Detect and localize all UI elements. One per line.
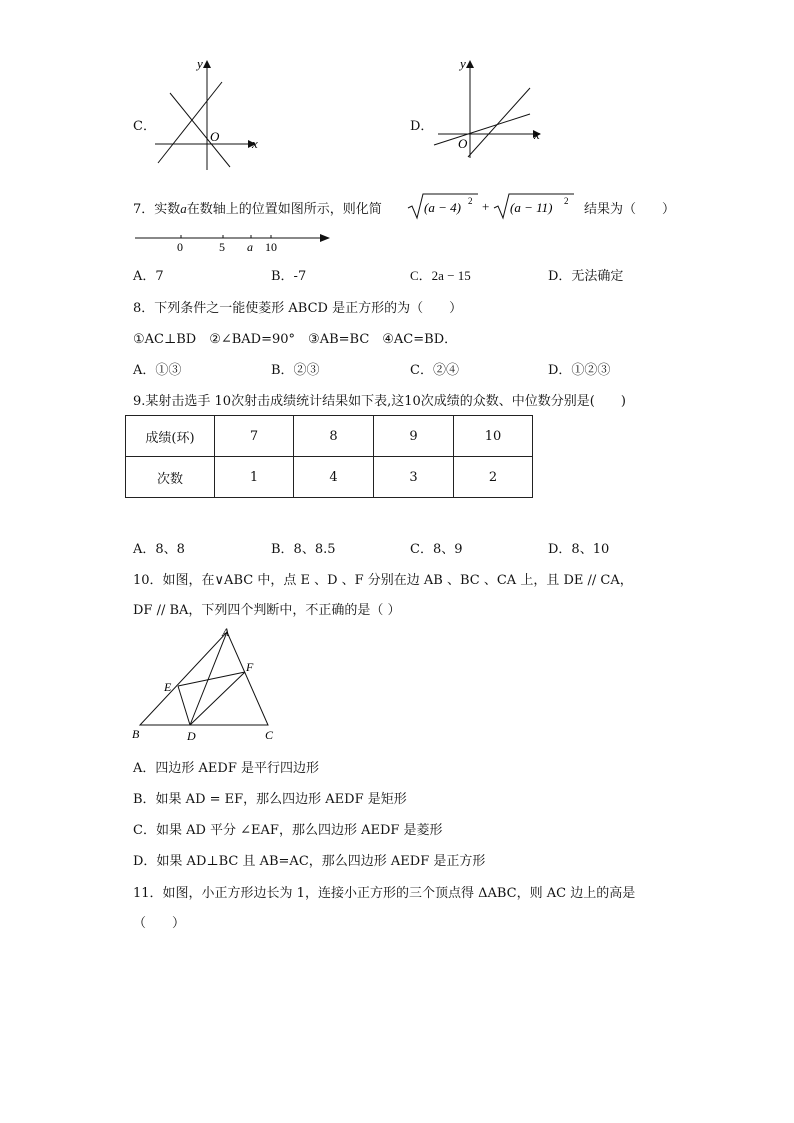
graph-c-label: C． [133, 119, 156, 134]
q7-option-b: B．-7 [271, 269, 307, 284]
table-cell: 8 [294, 416, 374, 457]
graph-d-origin: O [458, 136, 468, 151]
graph-c-line-rising [158, 82, 222, 163]
q10-label-d: D [187, 729, 196, 743]
q10-option-d: D．如果 AD⊥BC 且 AB=AC，那么四边形 AEDF 是正方形 [133, 854, 486, 869]
q7-tick-0: 0 [177, 240, 183, 254]
q7-plus: + [482, 199, 490, 214]
q9-option-d: D．8、10 [548, 542, 610, 557]
table-cell: 成绩(环) [126, 416, 215, 457]
q7-stem: 7．实数a在数轴上的位置如图所示，则化简 [133, 201, 382, 217]
q11-stem: 11．如图，小正方形边长为 1，连接小正方形的三个顶点得 ΔABC，则 AC 边上的高是 [133, 886, 636, 901]
table-cell: 2 [454, 457, 533, 498]
graph-d-line-steep [468, 88, 530, 157]
q10-label-c: C [265, 728, 274, 742]
q7-expr1: (a − 4) [424, 200, 461, 215]
q7-option-d: D．无法确定 [548, 269, 624, 284]
q7-stem-end: 结果为（ ） [584, 202, 676, 217]
q10-stem-line2: DF // BA，下列四个判断中，不正确的是（ ） [133, 603, 401, 618]
q7-number-line [133, 228, 338, 254]
table-cell: 4 [294, 457, 374, 498]
q9-option-c: C．8、9 [410, 542, 463, 557]
table-cell: 9 [374, 416, 454, 457]
q7-tick-a: a [247, 240, 253, 254]
q7-option-c: C．2a − 15 [410, 268, 471, 283]
q7-tick-10: 10 [265, 240, 277, 254]
q8-option-d: D．①②③ [548, 363, 611, 378]
graph-c [150, 55, 265, 175]
graph-d-y-label: y [460, 56, 466, 71]
graph-d-x-label: x [534, 127, 540, 142]
table-row [126, 457, 533, 498]
q10-stem-line1: 10．如图，在∨ABC 中，点 E 、D 、F 分别在边 AB 、BC 、CA 上，且 DE // CA， [133, 573, 633, 588]
table-row [126, 416, 533, 457]
q8-stem: 8．下列条件之一能使菱形 ABCD 是正方形的为（ ） [133, 301, 463, 316]
q7-sqrt-expression [406, 190, 584, 222]
table-cell: 3 [374, 457, 454, 498]
q10-label-f: F [246, 660, 254, 674]
graph-d-label: D． [410, 119, 434, 134]
graph-c-line-falling [170, 93, 230, 167]
q7-expr2: (a − 11) [510, 200, 553, 215]
q7-tick-5: 5 [219, 240, 225, 254]
q10-label-e: E [164, 680, 172, 694]
table-cell: 1 [215, 457, 294, 498]
q7-option-a: A．7 [133, 269, 164, 284]
graph-d-line-shallow [434, 114, 530, 145]
q10-triangle-figure [130, 622, 280, 744]
q10-option-a: A．四边形 AEDF 是平行四边形 [133, 761, 319, 776]
table-cell: 7 [215, 416, 294, 457]
q10-label-a: A [222, 625, 230, 639]
graph-c-origin: O [210, 129, 220, 144]
q9-stem: 9.某射击选手 10次射击成绩统计结果如下表,这10次成绩的众数、中位数分别是( ) [133, 394, 626, 409]
q9-score-table [125, 415, 533, 498]
q8-option-a: A．①③ [133, 363, 182, 378]
q11-answer-paren: （ ） [133, 916, 186, 931]
q8-option-c: C．②④ [410, 363, 459, 378]
table-cell: 10 [454, 416, 533, 457]
graph-c-y-label: y [197, 56, 203, 71]
q8-conditions: ①AC⊥BD ②∠BAD=90° ③AB=BC ④AC=BD． [133, 332, 458, 347]
table-cell: 次数 [126, 457, 215, 498]
q9-option-b: B．8、8.5 [271, 542, 336, 557]
q10-option-b: B．如果 AD = EF，那么四边形 AEDF 是矩形 [133, 792, 407, 807]
graph-d [428, 55, 548, 165]
graph-c-x-label: x [252, 136, 258, 151]
q10-label-b: B [132, 727, 140, 741]
q8-option-b: B．②③ [271, 363, 320, 378]
q7-exp1: 2 [468, 196, 473, 206]
q7-exp2: 2 [564, 196, 569, 206]
q9-option-a: A．8、8 [133, 542, 185, 557]
q10-option-c: C．如果 AD 平分 ∠EAF，那么四边形 AEDF 是菱形 [133, 823, 443, 838]
